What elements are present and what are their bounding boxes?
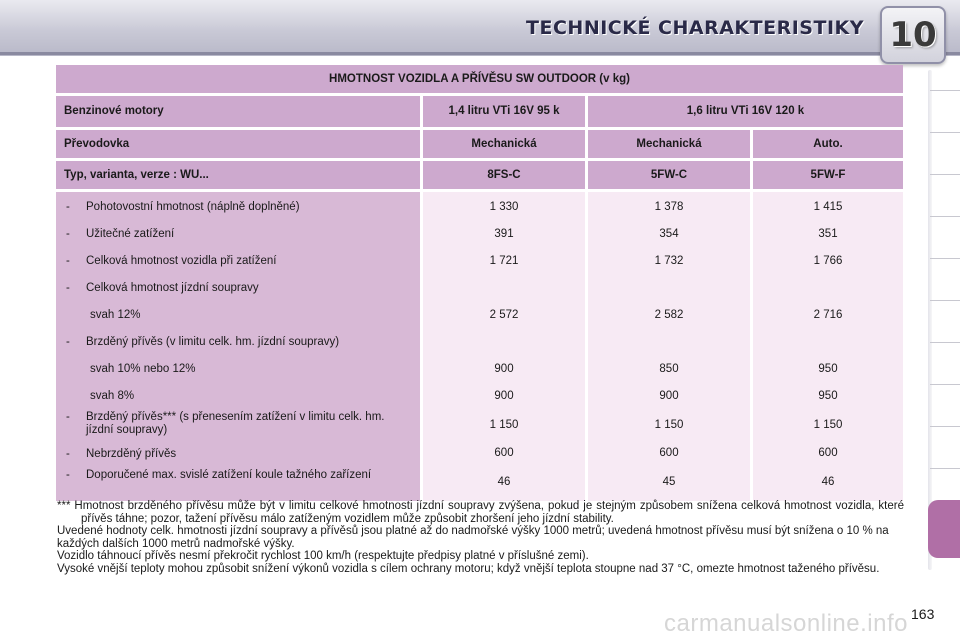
chapter-tab[interactable] (930, 174, 960, 175)
spec-value: 1 150 (813, 419, 843, 431)
spec-value: 45 (662, 476, 676, 488)
chapter-tab[interactable] (930, 216, 960, 217)
bullet-dash: - (66, 411, 70, 423)
bullet-dash: - (66, 255, 70, 267)
spec-value (759, 329, 897, 356)
chapter-tab[interactable] (930, 342, 960, 343)
engine-1-6: 1,6 litru VTi 16V 120 k (585, 96, 903, 127)
spec-label-text: Užitečné zatížení (86, 228, 175, 240)
spec-label-text: Brzděný přívěs*** (s přenesením zatížení v limitu celk. hm. jízdní soupravy) (86, 411, 385, 436)
chapter-tab[interactable] (930, 90, 960, 91)
spec-value: 354 (659, 228, 679, 240)
engine-label: Benzinové motory (56, 96, 420, 127)
spec-label-text: svah 12% (90, 309, 141, 321)
spec-row-label (62, 221, 414, 248)
spec-value: 1 378 (654, 201, 684, 213)
footnote: *** Hmotnost brzděného přívěsu může být v limitu celkové hmotnosti jízdní soupravy zvýšena, pokud je stejným způsobem sníženа celková hmotnost vozidla, které přívěs táhne; pozor, tažení přívěsu málo zatíženým vozidlem může způsobit zhoršení jeho jízdní stability. (57, 500, 904, 525)
bullet-dash: - (66, 469, 70, 481)
type-label: Typ, varianta, verze : WU... (56, 161, 420, 189)
spec-label-text: Celková hmotnost vozidla při zatížení (86, 255, 277, 267)
spec-value: 1 150 (489, 419, 519, 431)
spec-label-text: Celková hmotnost jízdní soupravy (86, 282, 259, 294)
spec-row-label (62, 248, 414, 275)
spec-row-label (62, 468, 414, 499)
spec-label-text: Pohotovostní hmotnost (náplně doplněné) (86, 201, 300, 213)
note-altitude: Uvedené hodnoty celk. hmotnosti jízdní soupravy a přívěsů jsou platné až do nadmořské výšky 1000 metrů; uvedená hmotnost přívěsu musí být snížena o 10 % na každých dalších 1000 metrů nadmořské výšky. (57, 525, 889, 550)
chapter-title: TECHNICKÉ CHARAKTERISTIKY (526, 17, 864, 39)
spec-value: 600 (818, 447, 838, 459)
spec-row-label (62, 302, 414, 329)
spec-value: 1 721 (489, 255, 519, 267)
spec-value: 600 (659, 447, 679, 459)
note-speed: Vozidlo táhnoucí přívěs nesmí překročit rychlost 100 km/h (respektujte předpisy platné v příslušné zemi). (57, 550, 589, 562)
spec-value (429, 329, 579, 356)
gearbox-col-2: Mechanická (585, 130, 750, 158)
table-title-row (56, 65, 903, 93)
spec-row-label (62, 383, 414, 410)
spec-row-label (62, 410, 414, 441)
type-col-2: 5FW-C (585, 161, 750, 189)
chapter-tab[interactable] (930, 132, 960, 133)
spec-value: 850 (659, 363, 679, 375)
chapter-number: 10 (889, 15, 937, 55)
spec-label-text: svah 8% (90, 390, 135, 402)
spec-value: 391 (494, 228, 514, 240)
page-number: 163 (911, 606, 935, 622)
spec-value: 1 415 (813, 201, 843, 213)
weights-table (56, 62, 903, 504)
spec-value: 900 (494, 390, 514, 402)
spec-row-label (62, 329, 414, 356)
spec-value: 1 330 (489, 201, 519, 213)
spec-value: 46 (497, 476, 511, 488)
bullet-dash: - (66, 448, 70, 460)
chapter-tab[interactable] (930, 384, 960, 385)
labels-column (56, 192, 420, 501)
chapter-tab[interactable] (930, 426, 960, 427)
spec-row-label (62, 275, 414, 302)
table-body (56, 192, 903, 501)
gearbox-col-3: Auto. (750, 130, 903, 158)
spec-value: 46 (821, 476, 835, 488)
spec-value: 1 150 (654, 419, 684, 431)
watermark: carmanualsonline.info (664, 610, 908, 637)
bullet-dash: - (66, 336, 70, 348)
spec-value: 2 716 (813, 309, 843, 321)
bullet-dash: - (66, 282, 70, 294)
type-row (56, 161, 903, 189)
spec-value (594, 275, 744, 302)
spec-value: 900 (659, 390, 679, 402)
spec-value (759, 275, 897, 302)
spec-value: 351 (818, 228, 838, 240)
chapter-badge (880, 6, 946, 64)
spec-value: 900 (494, 363, 514, 375)
spec-value: 2 582 (654, 309, 684, 321)
values-column-1 (420, 192, 585, 501)
chapter-tab-active[interactable] (928, 500, 960, 558)
spec-value: 950 (818, 390, 838, 402)
spec-value (429, 275, 579, 302)
header-divider (0, 52, 960, 55)
notes (57, 500, 904, 575)
chapter-tab[interactable] (930, 258, 960, 259)
note-temperature: Vysoké vnější teploty mohou způsobit snížení výkonů vozidla s cílem ochrany motoru; když vnější teplota stoupne nad 37 °C, omezte hmotnost taženého přívěsu. (57, 562, 880, 575)
spec-label-text: svah 10% nebo 12% (90, 363, 196, 375)
gearbox-row (56, 130, 903, 158)
bullet-dash: - (66, 228, 70, 240)
spec-value: 1 732 (654, 255, 684, 267)
spec-row-label (62, 441, 414, 468)
spec-value: 2 572 (489, 309, 519, 321)
spec-value: 950 (818, 363, 838, 375)
spec-row-label (62, 356, 414, 383)
chapter-tab[interactable] (930, 468, 960, 469)
engine-1-4: 1,4 litru VTi 16V 95 k (420, 96, 585, 127)
spec-value: 1 766 (813, 255, 843, 267)
spec-label-text: Brzděný přívěs (v limitu celk. hm. jízdní soupravy) (86, 336, 340, 348)
table-title: HMOTNOST VOZIDLA A PŘÍVĚSU SW OUTDOOR (v kg) (56, 65, 903, 93)
spec-row-label (62, 194, 414, 221)
gearbox-label: Převodovka (56, 130, 420, 158)
spec-value (594, 329, 744, 356)
spec-value: 600 (494, 447, 514, 459)
spec-label-text: Nebrzděný přívěs (86, 448, 177, 460)
values-column-3 (750, 192, 903, 501)
values-column-2 (585, 192, 750, 501)
chapter-tab[interactable] (930, 300, 960, 301)
gearbox-col-1: Mechanická (420, 130, 585, 158)
spec-label-text: Doporučené max. svislé zatížení koule tažného zařízení (86, 469, 372, 481)
type-col-3: 5FW-F (750, 161, 903, 189)
engine-row (56, 96, 903, 127)
bullet-dash: - (66, 201, 70, 213)
type-col-1: 8FS-C (420, 161, 585, 189)
